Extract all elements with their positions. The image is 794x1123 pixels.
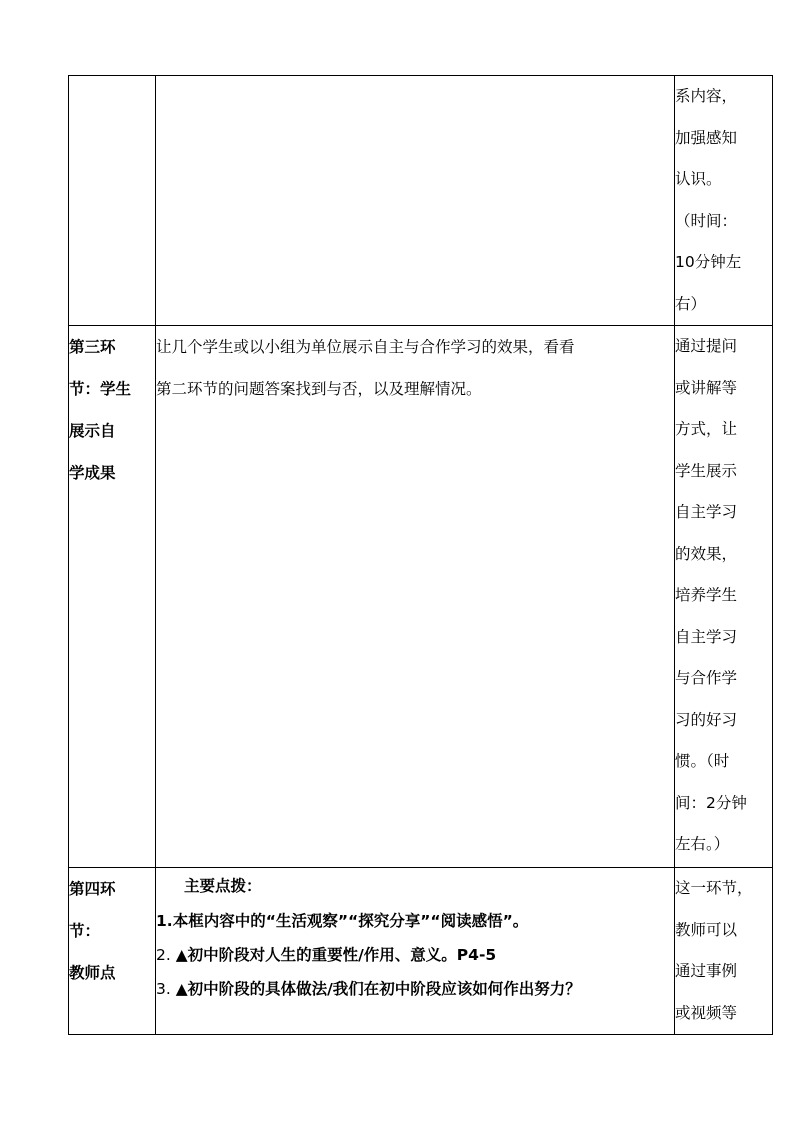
table-row — [69, 868, 773, 1035]
note-line: 培养学生 — [675, 586, 738, 604]
note-line: 认识。 — [675, 170, 722, 188]
point-item — [156, 972, 674, 1006]
note-cell — [675, 76, 773, 326]
note-line: 加强感知 — [675, 128, 738, 147]
note-line: （时间： — [675, 211, 738, 230]
point-item — [156, 938, 674, 972]
stage-line: 第四环 — [69, 880, 116, 898]
point-number: 2. — [156, 946, 176, 964]
stage-line: 展示自 — [69, 422, 116, 440]
note-line: 10分钟左 — [675, 253, 742, 271]
note-line: 系内容， — [675, 87, 738, 105]
note-cell — [675, 868, 773, 1035]
point-number: 3. — [156, 980, 176, 998]
content-line: 第二环节的问题答案找到与否，以及理解情况。 — [156, 380, 482, 398]
note-line: 通过事例 — [675, 962, 738, 980]
note-line: 学生展示 — [675, 461, 738, 480]
table-row — [69, 76, 773, 326]
point-text: 本框内容中的“生活观察”“探究分享”“阅读感悟”。 — [172, 912, 529, 930]
point-text: ▲初中阶段对人生的重要性/作用、意义。P4-5 — [175, 946, 497, 964]
note-line: 这一环节， — [675, 879, 753, 897]
note-line: 自主学习 — [675, 627, 738, 646]
stage-line: 第三环 — [69, 338, 116, 356]
content-cell — [156, 76, 675, 326]
note-line: 方式，让 — [675, 420, 738, 438]
note-line: 惯。（时 — [675, 752, 730, 770]
note-line: 右） — [675, 294, 707, 313]
table-row — [69, 326, 773, 868]
note-line: 与合作学 — [675, 669, 738, 687]
note-line: 习的好习 — [675, 710, 738, 729]
point-item — [156, 904, 674, 938]
note-line: 或视频等 — [675, 1003, 738, 1022]
note-line: 的效果， — [675, 544, 738, 563]
note-line: 或讲解等 — [675, 378, 738, 397]
stage-line: 学成果 — [69, 464, 116, 482]
note-line: 教师可以 — [675, 920, 738, 939]
note-line: 通过提问 — [675, 337, 738, 355]
stage-cell — [69, 326, 156, 868]
point-number: 1. — [156, 912, 173, 930]
content-cell — [156, 326, 675, 868]
stage-line: 节：学生 — [69, 380, 132, 398]
note-line: 左右。） — [675, 835, 730, 853]
points-heading: 主要点拨： — [184, 877, 262, 895]
lesson-plan-table — [68, 75, 773, 1035]
note-cell — [675, 326, 773, 868]
content-line: 让几个学生或以小组为单位展示自主与合作学习的效果，看看 — [156, 338, 575, 356]
stage-cell — [69, 76, 156, 326]
point-text: ▲初中阶段的具体做法/我们在初中阶段应该如何作出努力？ — [175, 980, 581, 998]
note-line: 自主学习 — [675, 503, 738, 521]
stage-line: 教师点 — [69, 964, 116, 982]
stage-cell — [69, 868, 156, 1035]
note-line: 间：2分钟 — [675, 793, 747, 812]
content-cell — [156, 868, 675, 1035]
stage-line: 节： — [69, 922, 101, 940]
